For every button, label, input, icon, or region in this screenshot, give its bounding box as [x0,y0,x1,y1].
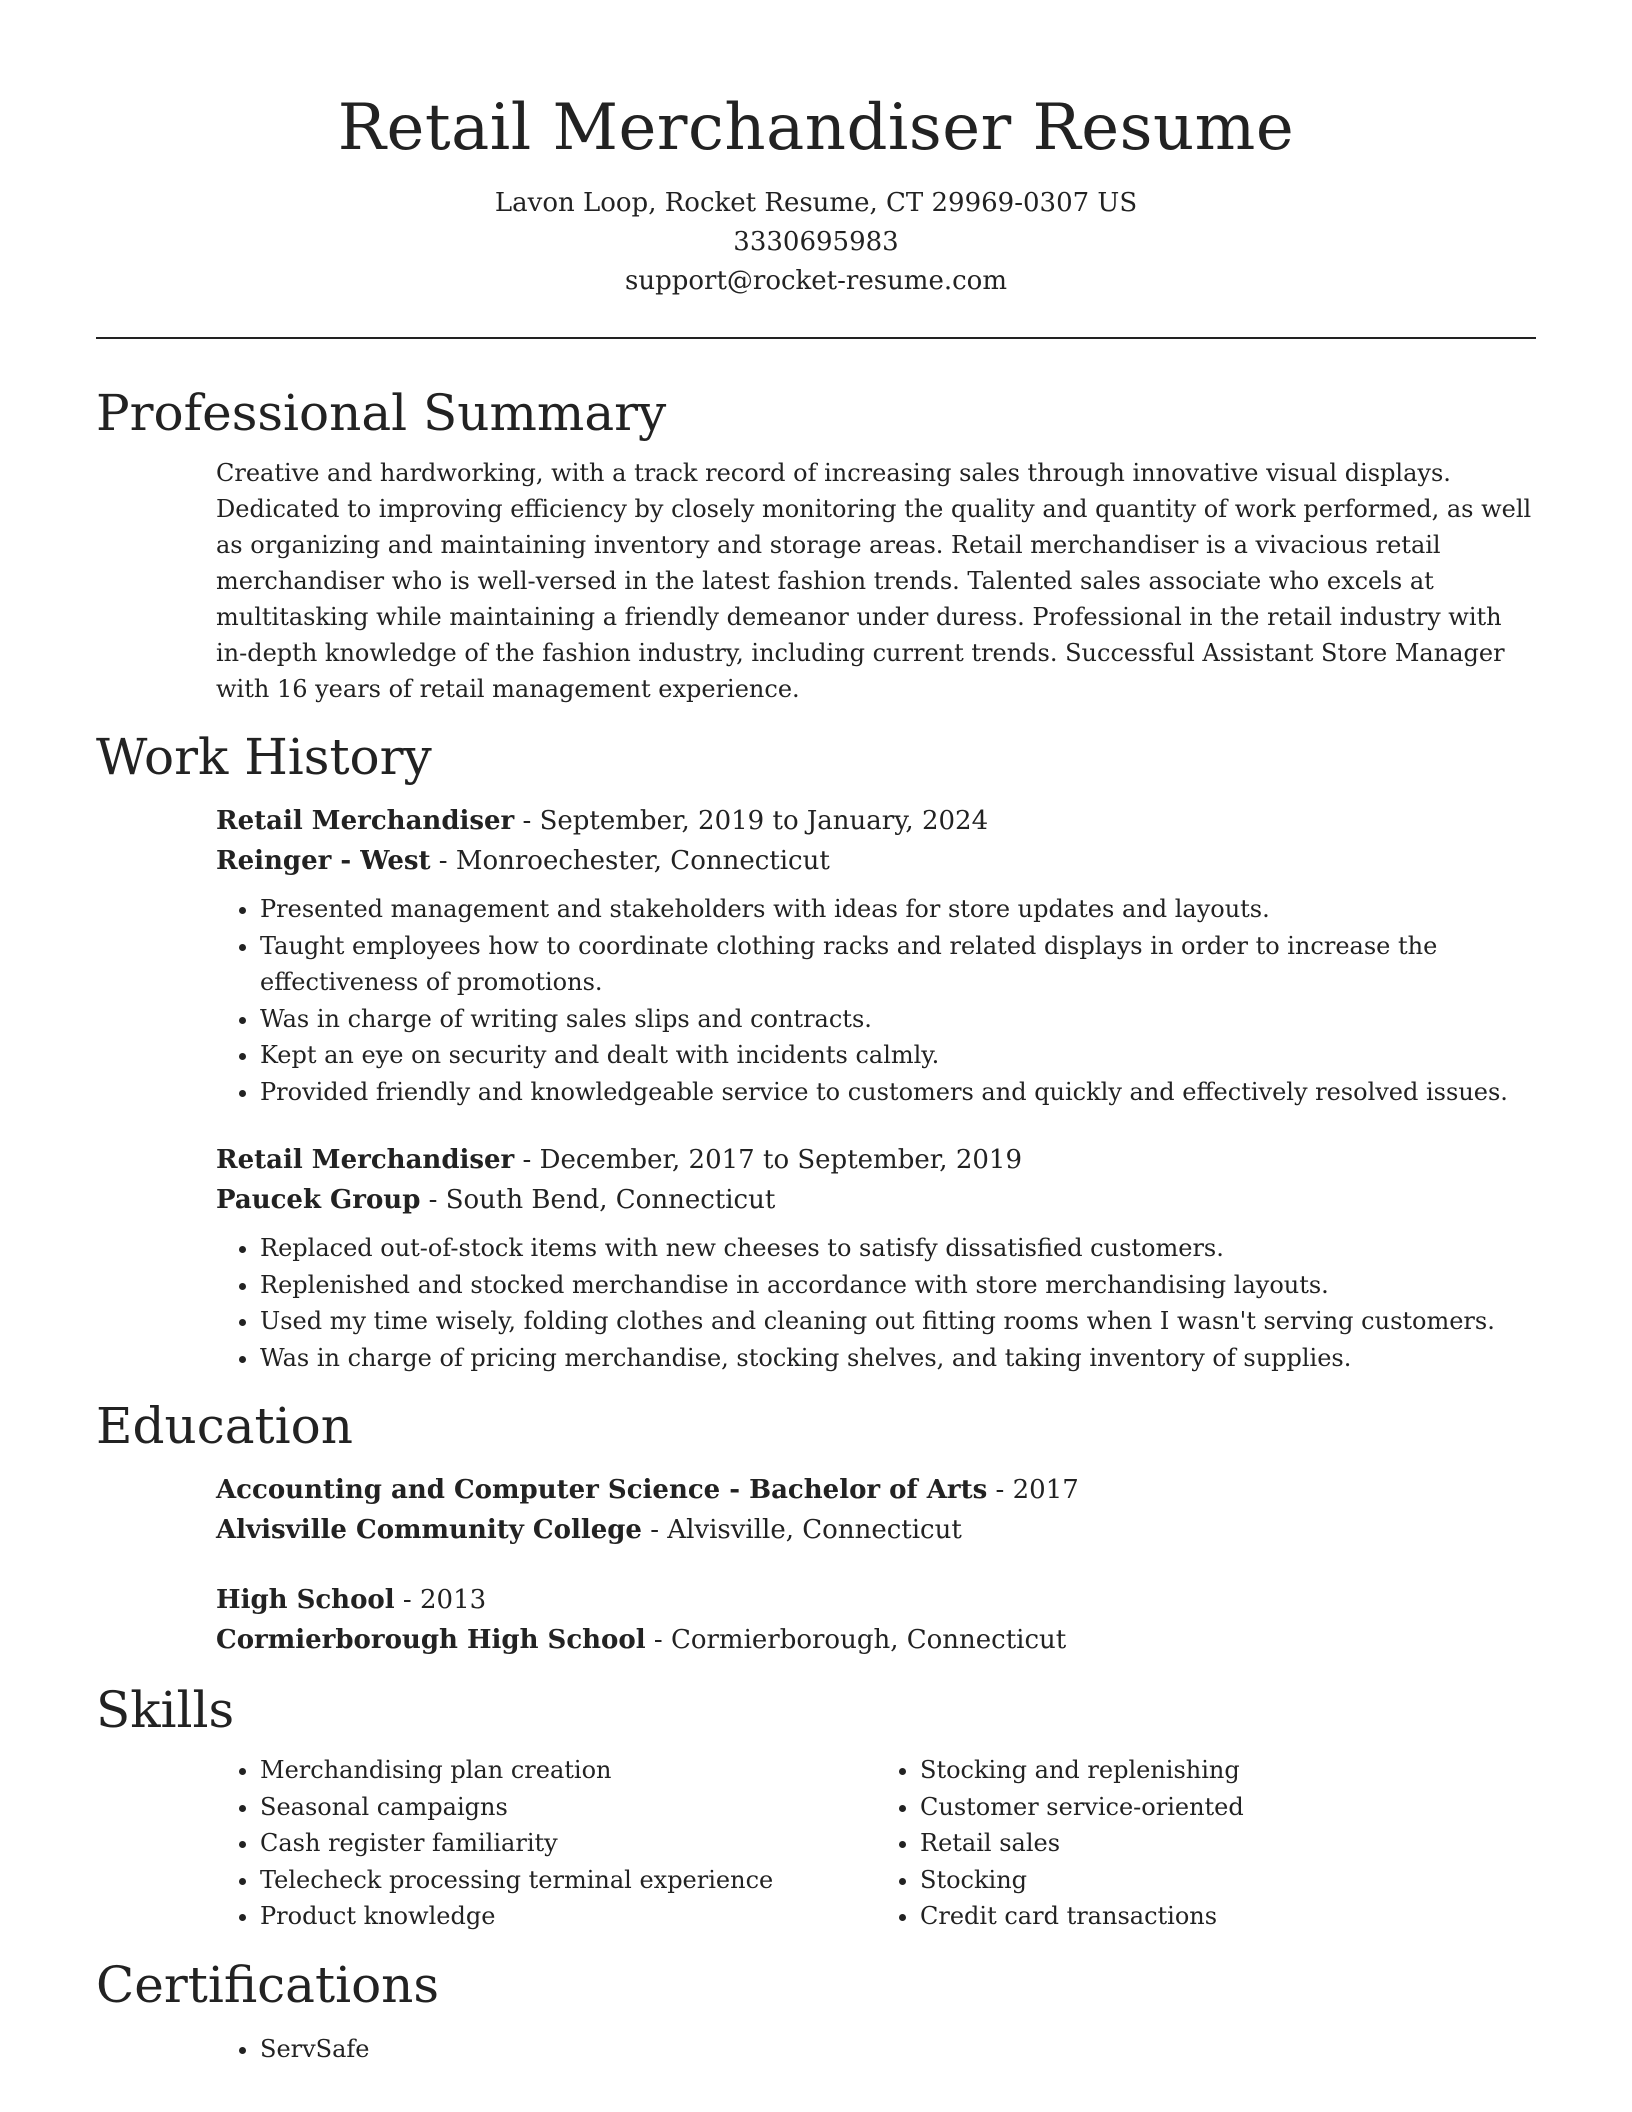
list-item: • Merchandising plan creation [260,1752,876,1789]
skills-columns [216,1752,1536,1935]
certifications-list [216,2031,1536,2068]
resume-page [96,0,1536,2067]
education-section [96,1390,1536,1660]
skills-list-left [216,1752,876,1935]
list-item: • Kept an eye on security and dealt with incidents calmly. [260,1037,1536,1074]
list-item: • ServSafe [260,2031,1536,2068]
contact-block [96,184,1536,301]
certifications-heading: Certifications [96,1955,440,2014]
job-entry [216,801,1536,1110]
education-location: Cormierborough, Connecticut [670,1625,1067,1655]
job-company: Reinger - West [216,846,431,876]
job-company-line: Reinger - West - Monroechester, Connecticut [216,846,830,876]
list-item: • Presented management and stakeholders with ideas for store updates and layouts. [260,891,1536,928]
education-school-line: Alvisville Community College - Alvisville, Connecticut [216,1515,962,1545]
summary-heading: Professional Summary [96,384,667,442]
job-title-line: Retail Merchandiser - December, 2017 to September, 2019 [216,1145,1022,1175]
list-item: • Cash register familiarity [260,1825,876,1862]
education-degree-line: Accounting and Computer Science - Bachelor of Arts - 2017 [216,1475,1079,1505]
summary-text: Creative and hardworking, with a track record of increasing sales through innovative visual displays. Dedicated to improving efficiency by closely monitoring the quality and quantity of work performed, as well as organizing and maintaining inventory and storage areas. Retail merchandiser is a vivacious retail merchandiser who is well-versed in the latest fashion trends. Talented sales associate who excels at multitasking while maintaining a friendly demeanor under duress. Professional in the retail industry with in-depth knowledge of the fashion industry, including current trends. Successful Assistant Store Manager with 16 years of retail management experience. [216,459,1532,703]
list-item: • Retail sales [920,1825,1536,1862]
list-item: • Seasonal campaigns [260,1789,876,1826]
education-year: 2017 [1012,1475,1079,1505]
contact-address: Lavon Loop, Rocket Resume, CT 29969-0307 US [494,188,1138,218]
job-bullets [216,891,1536,1110]
education-entry [216,1580,1536,1660]
list-item: • Taught employees how to coordinate clothing racks and related displays in order to increase the effectiveness of promotions. [260,928,1536,1001]
education-location: Alvisville, Connecticut [667,1515,962,1545]
list-item: • Telecheck processing terminal experience [260,1862,876,1899]
education-school: Cormierborough High School [216,1625,646,1655]
job-entry [216,1140,1536,1376]
list-item: • Credit card transactions [920,1898,1536,1935]
list-item: • Used my time wisely, folding clothes and cleaning out fitting rooms when I wasn't serving customers. [260,1303,1536,1340]
summary-section [96,377,1536,707]
list-item: • Replaced out-of-stock items with new cheeses to satisfy dissatisfied customers. [260,1230,1536,1267]
list-item: • Product knowledge [260,1898,876,1935]
skills-list-right [876,1752,1536,1935]
education-year: 2013 [419,1585,487,1615]
contact-email[interactable]: support@rocket-resume.com [624,266,1007,296]
list-item: • Stocking [920,1862,1536,1899]
job-title-line: Retail Merchandiser - September, 2019 to January, 2024 [216,806,989,836]
work-heading: Work History [96,728,432,786]
skills-section [96,1674,1536,1935]
education-school-line: Cormierborough High School - Cormierborough, Connecticut [216,1625,1067,1655]
resume-title: Retail Merchandiser Resume [337,91,1295,165]
education-field: High School [216,1585,395,1615]
education-entry [216,1470,1536,1550]
job-company-line: Paucek Group - South Bend, Connecticut [216,1185,776,1215]
list-item: • Replenished and stocked merchandise in accordance with store merchandising layouts. [260,1267,1536,1304]
resume-header [96,0,1536,301]
header-divider [96,337,1536,339]
list-item: • Customer service-oriented [920,1789,1536,1826]
education-heading: Education [96,1397,353,1455]
education-field: Accounting and Computer Science - Bachelor of Arts [216,1475,988,1505]
job-company: Paucek Group [216,1185,421,1215]
contact-phone: 3330695983 [733,227,899,257]
list-item: • Was in charge of pricing merchandise, stocking shelves, and taking inventory of supplies. [260,1340,1536,1377]
job-location: Monroechester, Connecticut [455,846,830,876]
job-dates: December, 2017 to September, 2019 [539,1145,1022,1175]
education-degree-line: High School - 2013 [216,1585,487,1615]
list-item: • Stocking and replenishing [920,1752,1536,1789]
job-title: Retail Merchandiser [216,1145,515,1175]
job-dates: September, 2019 to January, 2024 [539,806,989,836]
job-title: Retail Merchandiser [216,806,515,836]
list-item: • Was in charge of writing sales slips and contracts. [260,1001,1536,1038]
certifications-section [96,1949,1536,2068]
job-bullets [216,1230,1536,1376]
list-item: • Provided friendly and knowledgeable service to customers and quickly and effectively resolved issues. [260,1074,1536,1111]
job-location: South Bend, Connecticut [445,1185,776,1215]
work-section [96,721,1536,1376]
skills-heading: Skills [96,1681,235,1739]
education-school: Alvisville Community College [216,1515,642,1545]
